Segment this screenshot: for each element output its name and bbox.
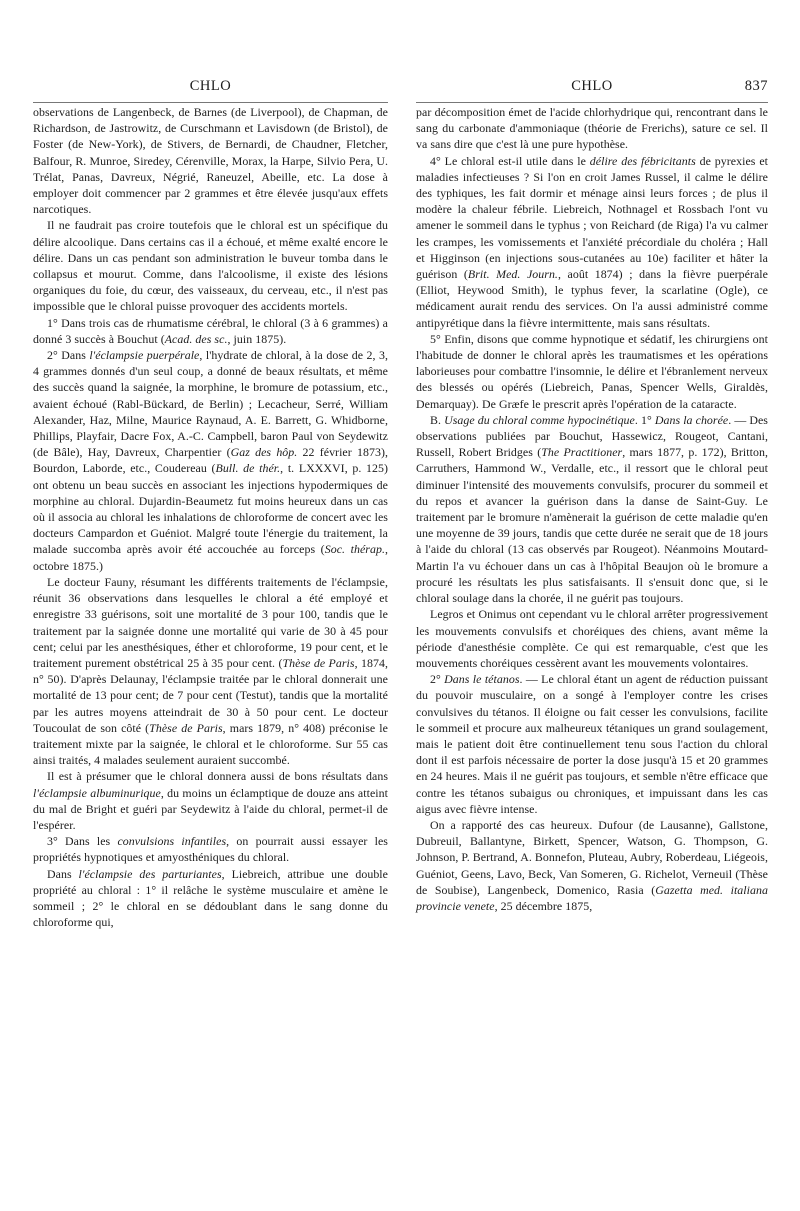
paragraph <box>416 412 768 606</box>
text-run: 3° Dans les <box>47 834 118 849</box>
text-run: Dans <box>47 866 79 881</box>
text-run: 22 février 1873), Bourdon, Laborde, etc., Coudereau ( <box>33 445 388 476</box>
text-run: 5° Enfin, disons que comme hypnotique et sédatif, les chirurgiens ont l'habitude de donner le chloral après les traumatismes et les opérations laborieuses pour combattre l'insomnie, le délire et l'ébranlement nerveux des blessés ou opérés (Liebreich, Panas, Spencer Wells, Giraldès, Demarquay). De Græfe le prescrit après l'opération de la cataracte. <box>416 331 768 411</box>
text-run: par décomposition émet de l'acide chlorhydrique qui, rencontrant dans le sang du carbonate d'ammoniaque (théorie de Frerichs), sature ce sel. Il va sans dire que c'est là une pure hypothèse. <box>416 105 768 152</box>
right-text-column <box>416 104 768 914</box>
left-text-column <box>33 104 388 930</box>
paragraph <box>33 315 388 347</box>
header-rule-right <box>416 102 768 103</box>
italic-text: Thèse de Paris <box>149 720 223 735</box>
page-number: 837 <box>744 78 768 94</box>
text-run: 2° <box>430 672 445 687</box>
italic-text: Gaz des hôp. <box>230 445 298 460</box>
text-run: , 25 décembre 1875, <box>494 898 593 913</box>
text-run: , juin 1875). <box>227 331 287 346</box>
italic-text: Dans le tétanos <box>444 672 520 687</box>
italic-text: The Practitioner <box>541 445 623 460</box>
text-run: Le docteur Fauny, résumant les différents traitements de l'éclampsie, réunit 36 observations dans lesquelles le chloral a été employé et enregistre 33 guérisons, soit une mortalité de 3 pour 100, tandis que le traitement par la saignée donne une mortalité qui varie de 30 à 45 pour cent; celui par les anesthésiques, éther et chloroforme, 19 pour cent, et le traitement purement obstétrical 25 à 35 pour cent. ( <box>33 574 388 670</box>
italic-text: l'éclampsie des parturiantes <box>78 866 222 881</box>
text-run: , Liebreich, attribue une double propriété au chloral : 1° il relâche le système musculaire et amène le sommeil ; 2° le chloral en se dédoublant dans le sang donne du chloroforme qui, <box>33 866 388 930</box>
text-run: observations de Langenbeck, de Barnes (de Liverpool), de Chapman, de Richardson, de Jastrowitz, de Curschmann et Lavisdown (de Bristol), de Foster (de New-York), de Stivers, de Bernardi, de Chaudner, Fletcher, Balfour, R. Munroe, Siredey, Cérenville, Morax, la Harpe, Silvio Pera, U. Trélat, Panas, Davreux, Négrié, Raneuzel, Abeille, etc. La dose à employer doit commencer par 2 grammes et être élevée jusqu'aux effets narcotiques. <box>33 105 388 217</box>
text-run: 2° Dans <box>47 348 90 363</box>
paragraph <box>33 347 388 574</box>
italic-text: l'éclampsie puerpérale <box>89 348 200 363</box>
italic-text: Dans la chorée <box>654 412 729 427</box>
text-run: Legros et Onimus ont cependant vu le chloral arrêter progressivement les mouvements convulsifs et choréiques des chiens, avant même la période d'anesthésie complète. Ce qui est remarquable, c'est que les mouvements choréiques cessèrent avant les mouvements volontaires. <box>416 607 768 670</box>
paragraph <box>416 671 768 817</box>
text-run: 4° Le chloral est-il utile dans le <box>430 153 590 168</box>
text-run: 1° Dans trois cas de rhumatisme cérébral, le chloral (3 à 6 grammes) a donné 3 succès à Bouchut ( <box>33 315 388 346</box>
paragraph <box>416 331 768 412</box>
text-run: de pyrexies et maladies infectieuses ? Si l'on en croit James Russel, il calme le délire des typhiques, les fait dormir et ménage ainsi leurs forces ; de plus il modère la chaleur fébrile. Liebreich, Nothnagel et Rossbach l'ont vu amener le sommeil dans le typhus ; von Reichard (de Riga) l'a vu calmer les crampes, les vomissements et l'anxiété précordiale du choléra ; Hall et Higginson (en injections sous-cutanées au 10e) faciliter et hâter la guérison ( <box>416 153 768 282</box>
italic-text: Thèse de Paris <box>282 655 355 670</box>
italic-text: Acad. des sc. <box>164 331 228 346</box>
text-run: Il est à présumer que le chloral donnera aussi de bons résultats dans <box>47 769 388 784</box>
running-header-right <box>416 78 768 100</box>
italic-text: Brit. Med. Journ. <box>467 267 558 282</box>
italic-text: Bull. de thér. <box>215 461 281 476</box>
paragraph <box>33 768 388 833</box>
header-title-left: CHLO <box>189 78 232 94</box>
text-run: , août 1874) ; dans la fièvre puerpérale (Elliot, Heywood Smith), le typhus fever, la scarlatine (Ogle), ce médicament aurait rendu des services. On l'a aussi administré comme antipyrétique dans la fièvre intermittente, mais sans résultats. <box>416 267 768 330</box>
paragraph <box>416 606 768 671</box>
text-run: , du moins un éclamptique de douze ans atteint du mal de Bright et guéri par Seydewitz à l'aide du chloral, permet-il de l'espérer. <box>33 785 388 832</box>
text-run: , t. LXXXVI, p. 125) ont obtenu un beau succès en associant les injections hypodermiques de morphine au chloral. Dujardin-Beaumetz fut moins heureux dans un cas où il associa au chloral les inhalations de chloroforme de concert avec les docteurs Campardon et Guéniot. Malgré toute l'énergie du traitement, la malade succomba après avoir été accouchée au forceps ( <box>33 461 388 557</box>
italic-text: Usage du chloral comme hypocinétique <box>444 412 635 427</box>
text-run: Il ne faudrait pas croire toutefois que le chloral est un spécifique du délire alcoolique. Dans certains cas il a échoué, et même exalté encore le délire. Dans un cas pendant son administration le buveur tomba dans le collapsus et mourut. Comme, dans l'alcoolisme, il existe des lésions organiques du foie, du cœur, des vaisseaux, du cerveau, etc., il n'est pas impossible que le chloral puisse provoquer des accidents mortels. <box>33 218 388 314</box>
running-header-left <box>33 78 388 100</box>
text-run: . — Des observations publiées par Bouchut, Hassewicz, Rougeot, Cantani, Russell, Robert Bridges ( <box>416 412 768 460</box>
paragraph <box>33 574 388 768</box>
italic-text: Gazetta med. italiana provincie venete <box>416 882 768 913</box>
header-rule-left <box>33 102 388 103</box>
italic-text: convulsions infantiles <box>117 834 227 849</box>
text-run: , mars 1877, p. 172), Britton, Carruthers, Hammond W., Verdalle, etc., il ressort que le chloral peut diminuer l'intensité des mouvements convulsifs, procurer du sommeil et du repos et avancer la guérison dans la danse de Saint-Guy. Le traitement par le bromure n'amènerait la guérison de cette maladie qu'en une moyenne de 39 jours, tandis que cette durée ne serait que de 18 jours à l'aide du chloral (13 cas observés par Rougeot). Néanmoins Moutard-Martin l'a vu échouer dans un cas à l'hôpital Beaujon où le bromure a procuré les résultats les plus satisfaisants. Il s'ensuit donc que, si le chloral soulage dans la chorée, il ne guérit pas toujours. <box>416 445 768 606</box>
header-title-right: CHLO <box>571 78 613 94</box>
paragraph <box>416 153 768 331</box>
text-run: , on pourrait aussi essayer les propriétés hypnotiques et amyosthéniques du chloral. <box>33 834 388 865</box>
italic-text: délire des fébricitants <box>589 153 696 168</box>
text-run: On a rapporté des cas heureux. Dufour (de Lausanne), Gallstone, Dubreuil, Ballantyne, Birkett, Spencer, Watson, G. Thompson, G. Johnson, P. Bertrand, A. Bonnefon, Pluteau, Aubry, Roberdeau, Liégeois, Guéniot, Geens, Lavo, Beck, Van Someren, G. Richelot, Verneuil (Thèse de Soubise), Langenbeck, Domenico, Rasia ( <box>416 817 768 897</box>
text-run: , octobre 1875.) <box>33 542 388 573</box>
text-run: B. <box>430 412 445 427</box>
text-run: , mars 1879, n° 408) préconise le traitement mixte par la saignée, le chloral et le chloroforme. Sur 55 cas ainsi traités, 4 malades seulement auraient succombé. <box>33 720 388 768</box>
paragraph <box>33 833 388 865</box>
paragraph <box>33 217 388 314</box>
text-run: . 1° <box>634 412 655 427</box>
paragraph <box>33 104 388 217</box>
paragraph <box>416 817 768 914</box>
text-run: . — Le chloral étant un agent de réduction puissant du pouvoir musculaire, on a songé à l'employer contre les crises convulsives du tétanos. Il éloigne ou fait cesser les convulsions, facilite le sommeil et procure aux malheureux tétaniques un grand soulagement, mais le patient doit être continuellement tenu sous l'action du chloral dont il est parfois nécessaire de porter la dose jusqu'à 15 et 20 grammes en 24 heures. Mais il ne guérit pas toujours, et semble n'être efficace que contre les tétanos subaigus ou chroniques, et impuissant dans les cas aigus avec fièvre intense. <box>416 672 768 816</box>
italic-text: Soc. thérap. <box>324 542 385 557</box>
text-run: , l'hydrate de chloral, à la dose de 2, 3, 4 grammes donnés d'un seul coup, a donné de beaux résultats, et même des succès quand la saignée, la morphine, le bromure de potassium, etc., avaient échoué (Rabl-Bückard, de Berlin) ; Lecacheur, Serré, William Alexander, Haz, Milne, Maurice Raynaud, A. E. Barrett, G. Whidborne, Phillips, Playfair, Dacre Fox, A.-C. Campbell, baron Paul von Seydewitz (de Bâle), Hay, Davreux, Charpentier ( <box>33 348 389 460</box>
paragraph <box>33 866 388 931</box>
text-run: , 1874, n° 50). D'après Delaunay, l'éclampsie traitée par le chloral donnerait une mortalité de 13 pour cent; de 7 pour cent (Testut), tandis que la mortalité par les autres moyens atteindrait de 30 à 50 pour cent. Le docteur Toucoulat de son côté ( <box>33 655 388 735</box>
italic-text: l'éclampsie albuminurique <box>33 785 161 800</box>
paragraph <box>416 104 768 153</box>
